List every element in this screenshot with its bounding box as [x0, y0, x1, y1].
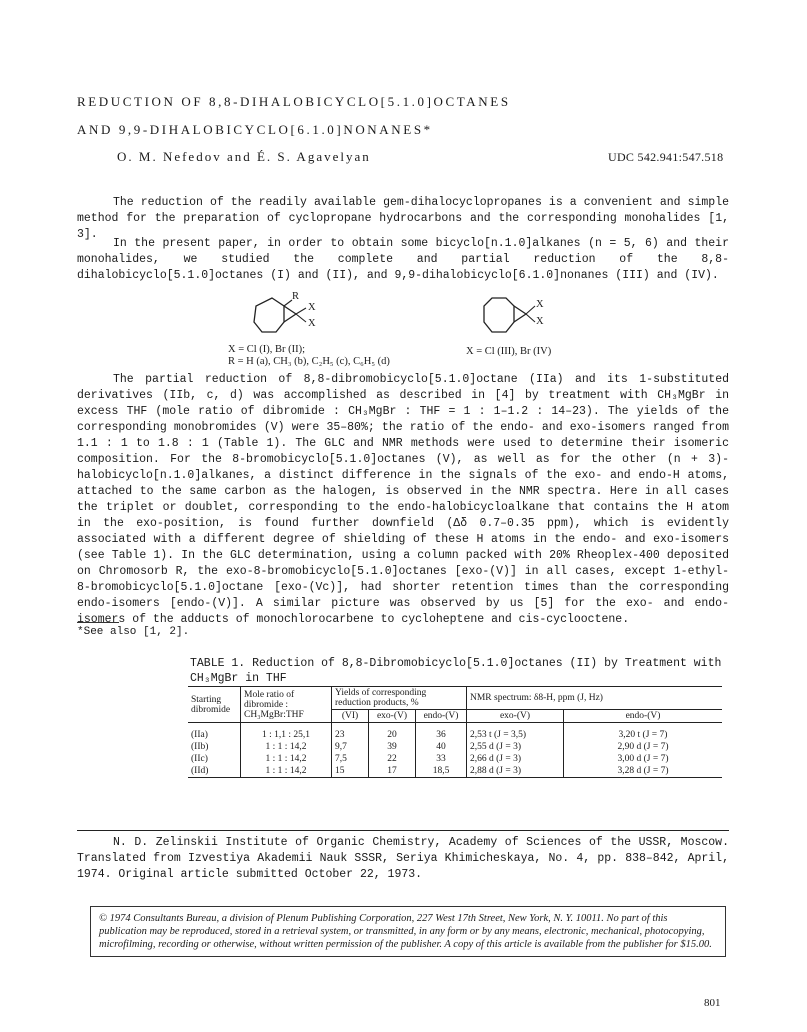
structure-left — [250, 292, 330, 345]
table-row — [188, 729, 722, 741]
cell-nmr-endo: 3,20 t (J = 7) — [618, 729, 668, 740]
structure-right — [478, 292, 558, 345]
page-number: 801 — [704, 997, 721, 1009]
cell-nmr-endo: 3,28 d (J = 7) — [617, 765, 669, 776]
footnote-rule — [77, 622, 119, 623]
authors: O. M. Nefedov and É. S. Agavelyan — [117, 149, 371, 164]
cell-exo: 39 — [369, 741, 416, 753]
cell-nmr-endo: 3,00 d (J = 7) — [617, 753, 669, 764]
cell-endo: 33 — [416, 753, 467, 765]
cell-nmr-exo: 2,55 d (J = 3) — [467, 741, 564, 753]
cell-endo: 18,5 — [416, 765, 467, 778]
th-mole: Mole ratio of dibromide : CH₃MgBr:THF — [241, 687, 332, 723]
label-x-top: X — [308, 302, 316, 313]
cell-nmr-exo: 2,66 d (J = 3) — [467, 753, 564, 765]
th-vi: (VI) — [332, 710, 369, 723]
scheme-caption-left-1: X = Cl (I), Br (II); — [228, 344, 306, 355]
cell-vi: 9,7 — [332, 741, 369, 753]
cell-compound: (IIa) — [188, 729, 241, 741]
scheme-caption-right: X = Cl (III), Br (IV) — [466, 346, 552, 357]
cell-exo: 20 — [369, 729, 416, 741]
th-nmr: NMR spectrum: δ8-H, ppm (J, Hz) — [467, 687, 723, 710]
title-line-1: REDUCTION OF 8,8-DIHALOBICYCLO[5.1.0]OCTANES — [77, 94, 511, 109]
cell-ratio: 1 : 1 : 14,2 — [241, 741, 332, 753]
table-caption: TABLE 1. Reduction of 8,8-Dibromobicyclo[5.1.0]octanes (II) by Treatment with CH₃MgBr in THF — [190, 657, 722, 685]
title-line-2: AND 9,9-DIHALOBICYCLO[6.1.0]NONANES* — [77, 122, 433, 137]
table-row — [188, 765, 722, 778]
table-1 — [188, 686, 722, 778]
cell-ratio: 1 : 1,1 : 25,1 — [241, 729, 332, 741]
cell-compound: (IIc) — [188, 753, 241, 765]
cell-vi: 23 — [332, 729, 369, 741]
label-x-bottom: X — [308, 318, 316, 329]
copyright-notice: © 1974 Consultants Bureau, a division of Plenum Publishing Corporation, 227 West 17th Street, New York, N. Y. 10011. No part of this publication may be reproduced, stored in a retrieval system, or transmitted, in any form or by any means, electronic, mechanical, photocopying, microfilming, recording or otherwise, without written permission of the publisher. A copy of this article is available from the publisher for $15.00. — [90, 906, 726, 957]
label-x-bottom-right: X — [536, 316, 544, 327]
th-exo: exo-(V) — [369, 710, 416, 723]
cell-compound: (IId) — [188, 765, 241, 778]
th-nmr-exo: exo-(V) — [467, 710, 564, 723]
label-x-top-right: X — [536, 299, 544, 310]
cell-endo: 40 — [416, 741, 467, 753]
th-yields: Yields of corresponding reduction products, % — [332, 687, 467, 710]
cell-exo: 22 — [369, 753, 416, 765]
cell-ratio: 1 : 1 : 14,2 — [241, 753, 332, 765]
results-paragraph: The partial reduction of 8,8-dibromobicyclo[5.1.0]octane (IIa) and its 1-substituted derivatives (IIb, c, d) was accomplished as described in [4] by treatment with CH₃MgBr in excess THF (mole ratio of dibromide : CH₃MgBr : THF = 1 : 1–1.2 : 14–23). The yields of the corresponding monobromides (V) were 35–80%; the ratio of the endo- and exo-isomers ranged from 1.1 : 1 to 1.8 : 1 (Table 1). The GLC and NMR methods were used to determine their isomeric composition. For the 8-bromobicyclo[5.1.0]octanes (V), as well as for the other (n + 3)-halobicyclo[n.1.0]alkanes, a distinct difference in the signals of the exo- and endo-H atoms, attached to the same carbon as the halogen, is observed in the NMR spectra. Here in all cases the triplet or doublet, corresponding to the endo-halobicycloalkane that contains the H atom in the exo-position, is found further downfield (Δδ 0.7–0.35 ppm), which is evidently associated with a different degree of shielding of these H atoms in the endo- and exo-isomers (see Table 1). In the GLC determination, using a column packed with 20% Rheoplex-400 deposited on Chromosorb R, the exo-8-bromobicyclo[5.1.0]octanes [exo-(V)] in all cases, except 1-ethyl-8-bromobicyclo[5.1.0]octane [exo-(Vc)], had shorter retention times than the corresponding endo-isomers [endo-(V)]. A similar picture was observed by us [5] for the exo- and endo-isomers of the adducts of monochlorocarbene to cycloheptene and cis-cyclooctene. — [77, 373, 729, 626]
th-nmr-endo: endo-(V) — [625, 711, 661, 721]
footnote: *See also [1, 2]. — [77, 626, 190, 638]
cell-ratio: 1 : 1 : 14,2 — [241, 765, 332, 778]
cell-exo: 17 — [369, 765, 416, 778]
institute-note: N. D. Zelinskii Institute of Organic Chemistry, Academy of Sciences of the USSR, Moscow. Translated from Izvestiya Akademii Nauk SSSR, Seriya Khimicheskaya, No. 4, pp. 838–842, April, 1974. Original article submitted October 22, 1973. — [77, 836, 729, 881]
institute-rule — [77, 830, 729, 831]
scheme-caption-left-2: R = H (a), CH₃ (b), C₂H₅ (c), C₆H₅ (d) — [228, 356, 390, 367]
th-start: Starting dibromide — [188, 687, 241, 723]
th-endo: endo-(V) — [416, 710, 467, 723]
cell-compound: (IIb) — [188, 741, 241, 753]
cell-endo: 36 — [416, 729, 467, 741]
cell-nmr-exo: 2,88 d (J = 3) — [467, 765, 564, 778]
cell-vi: 15 — [332, 765, 369, 778]
table-row — [188, 753, 722, 765]
cell-nmr-exo: 2,53 t (J = 3,5) — [467, 729, 564, 741]
table-row — [188, 741, 722, 753]
label-r: R — [292, 291, 300, 302]
aim-paragraph: In the present paper, in order to obtain some bicyclo[n.1.0]alkanes (n = 5, 6) and their monohalides, we studied the complete and partial reduction of the 8,8-dihalobicyclo[5.1.0]octanes (I) and (II), and 9,9-dihalobicyclo[6.1.0]nonanes (III) and (IV). — [77, 237, 729, 282]
cell-nmr-endo: 2,90 d (J = 7) — [617, 741, 669, 752]
cell-vi: 7,5 — [332, 753, 369, 765]
intro-paragraph: The reduction of the readily available gem-dihalocyclopropanes is a convenient and simple method for the preparation of cyclopropane hydrocarbons and the corresponding monohalides [1, 3]. — [77, 196, 729, 241]
udc-code: UDC 542.941:547.518 — [608, 150, 724, 164]
